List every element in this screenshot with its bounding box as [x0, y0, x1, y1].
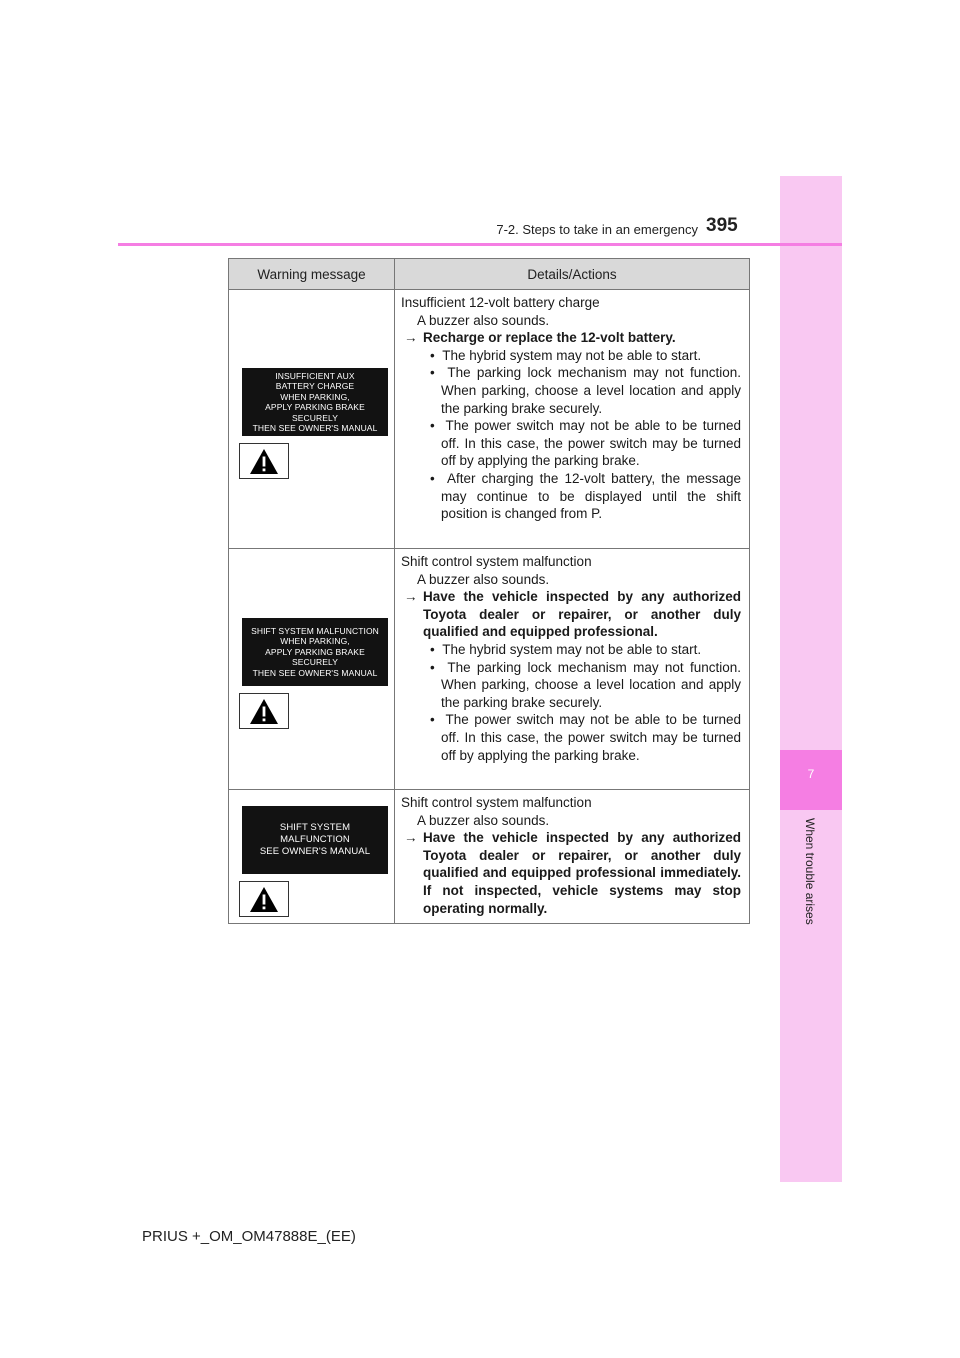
action-text: Have the vehicle inspected by any authorized Toyota dealer or repairer, or another duly qualified and equipped professional.: [423, 589, 741, 640]
action-text: Recharge or replace the 12-volt battery.: [423, 330, 676, 346]
action-instruction: [401, 588, 741, 641]
bullet: •: [430, 712, 435, 728]
display-message: [242, 806, 388, 874]
details-cell: [395, 549, 750, 790]
display-text: INSUFFICIENT AUX: [275, 370, 355, 381]
message-cell: [229, 290, 395, 549]
chapter-number: 7: [780, 750, 842, 810]
warning-triangle-icon: [239, 881, 289, 917]
warning-triangle-icon: [239, 693, 289, 729]
table-row: [229, 290, 750, 549]
list-item: [401, 659, 741, 712]
note-text: The hybrid system may not be able to start.: [442, 641, 702, 657]
document-code: PRIUS +_OM_OM47888E_(EE): [142, 1228, 356, 1245]
table-row: [229, 790, 750, 924]
bullet: •: [430, 659, 435, 675]
list-item: [401, 364, 741, 417]
notes-list: [401, 347, 741, 523]
action-text: Have the vehicle inspected by any authorized Toyota dealer or repairer, or another duly qualified and equipped professional immediately. If not inspected, vehicle systems may stop operating normally.: [423, 830, 741, 916]
message-cell: [229, 790, 395, 924]
display-message: [242, 368, 388, 436]
bullet: •: [430, 641, 435, 657]
display-text: WHEN PARKING,: [280, 391, 350, 402]
display-text: BATTERY CHARGE: [275, 381, 355, 391]
display-text: WHEN PARKING,: [280, 636, 350, 647]
display-text: APPLY PARKING BRAKE SECURELY: [265, 646, 365, 668]
display-text: APPLY PARKING BRAKE SECURELY: [265, 402, 365, 423]
details-cell: [395, 790, 750, 924]
table-header-row: [229, 259, 750, 290]
bullet: •: [430, 365, 435, 381]
note-text: The power switch may not be able to be turned off. In this case, the power switch may be turned off by applying the parking brake.: [441, 712, 741, 763]
bullet: •: [430, 470, 435, 486]
action-instruction: [401, 829, 741, 917]
column-header-message: Warning message: [229, 259, 395, 290]
bullet: •: [430, 347, 435, 363]
chapter-label: When trouble arises: [803, 818, 817, 925]
display-text: THEN SEE OWNER'S MANUAL: [252, 667, 378, 678]
chapter-side-tab: [780, 176, 842, 1182]
note-text: The parking lock mechanism may not function. When parking, choose a level location and apply the parking brake securely.: [441, 659, 741, 710]
warning-triangle-icon: [239, 443, 289, 479]
arrow-icon: →: [404, 830, 418, 846]
buzzer-note: A buzzer also sounds.: [417, 812, 550, 828]
warning-table: [228, 258, 750, 924]
column-header-details: Details/Actions: [395, 259, 750, 290]
warning-title: Shift control system malfunction: [401, 554, 592, 569]
header-divider: [118, 243, 842, 246]
display-text: SHIFT SYSTEM: [279, 822, 351, 833]
message-cell: [229, 549, 395, 790]
list-item: [401, 470, 741, 523]
display-text: THEN SEE OWNER'S MANUAL: [252, 423, 378, 433]
table-row: [229, 549, 750, 790]
display-message: [242, 618, 388, 686]
notes-list: [401, 641, 741, 764]
list-item: [401, 417, 741, 470]
list-item: [401, 347, 741, 365]
buzzer-note: A buzzer also sounds.: [417, 571, 550, 587]
bullet: •: [430, 418, 435, 434]
section-title: 7-2. Steps to take in an emergency: [496, 222, 698, 237]
arrow-icon: →: [404, 589, 418, 605]
note-text: The parking lock mechanism may not function. When parking, choose a level location and apply the parking brake securely.: [441, 365, 741, 416]
note-text: The hybrid system may not be able to start.: [442, 347, 702, 363]
action-instruction: [401, 329, 741, 347]
list-item: [401, 711, 741, 764]
warning-title: Shift control system malfunction: [401, 795, 592, 810]
display-text: SHIFT SYSTEM MALFUNCTION: [251, 625, 379, 636]
display-text: MALFUNCTION: [280, 834, 350, 845]
arrow-icon: →: [404, 330, 418, 346]
warning-title: Insufficient 12-volt battery charge: [401, 295, 600, 310]
note-text: The power switch may not be able to be turned off. In this case, the power switch may be turned off by applying the parking brake.: [441, 418, 741, 469]
buzzer-note: A buzzer also sounds.: [417, 312, 550, 328]
details-cell: [395, 290, 750, 549]
list-item: [401, 641, 741, 659]
page-number: 395: [706, 215, 738, 236]
display-text: SEE OWNER'S MANUAL: [259, 846, 371, 857]
note-text: After charging the 12-volt battery, the message may continue to be displayed until the shift position is changed from P.: [441, 470, 741, 522]
